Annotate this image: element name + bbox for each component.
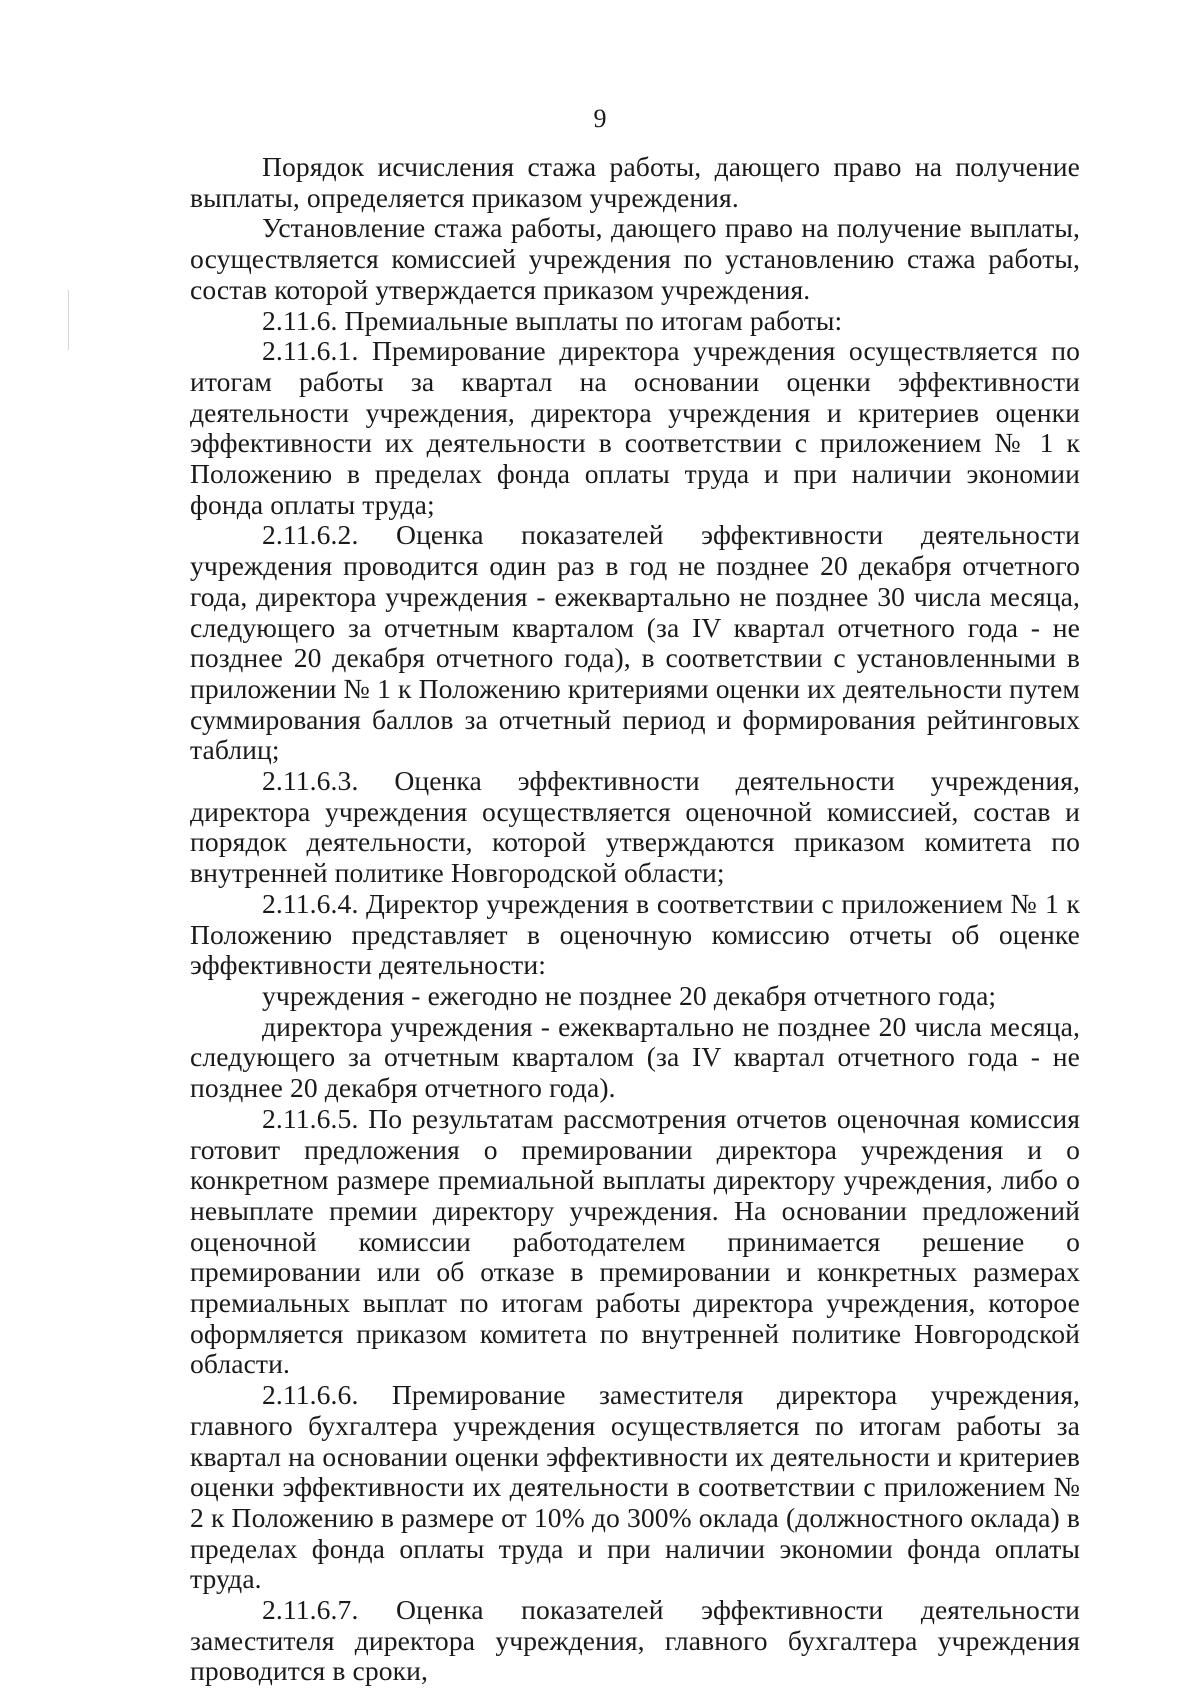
paragraph-2-11-6-5: 2.11.6.5. По результатам рассмотрения отчетов оценочная комиссия готовит предложения о премировании директора учреждения и о конкретном размере премиальной выплаты директору учреждения, либо о невыплате премии директору учреждения. На основании предложений оценочной комиссии работодателем принимается решение о премировании или об отказе в премировании и конкретных размерах премиальных выплат по итогам работы директора учреждения, которое оформляется приказом комитета по внутренней политике Новгородской области. bbox=[190, 1102, 1080, 1380]
paragraph-2-11-6-4: 2.11.6.4. Директор учреждения в соответствии с приложением № 1 к Положению представляет в оценочную комиссию отчеты об оценке эффективности деятельности: bbox=[190, 887, 1080, 981]
paragraph-seniority-commission: Установление стажа работы, дающего право на получение выплаты, осуществляется комиссией учреждения по установлению стажа работы, состав которой утверждается приказом учреждения. bbox=[190, 212, 1080, 305]
paragraph-2-11-6-3: 2.11.6.3. Оценка эффективности деятельности учреждения, директора учреждения осуществляется оценочной комиссией, состав и порядок деятельности, которой утверждаются приказом комитета по внутренней политике Новгородской области; bbox=[190, 765, 1080, 889]
paragraph-2-11-6-7: 2.11.6.7. Оценка показателей эффективности деятельности заместителя директора учреждения, главного бухгалтера учреждения проводится в сроки, bbox=[190, 1594, 1080, 1687]
paragraph-institution-report: учреждения - ежегодно не позднее 20 декабря отчетного года; bbox=[262, 979, 997, 1011]
paragraph-2-11-6-2: 2.11.6.2. Оценка показателей эффективности деятельности учреждения проводится один раз в год не позднее 20 декабря отчетного года, директора учреждения - ежеквартально не позднее 30 числа месяца, следующего за отчетным кварталом (за IV квартал отчетного года - не позднее 20 декабря отчетного года), в соответствии с установленными в приложении № 1 к Положению критериями оценки их деятельности путем суммирования баллов за отчетный период и формирования рейтинговых таблиц; bbox=[190, 519, 1080, 766]
paragraph-director-report: директора учреждения - ежеквартально не позднее 20 числа месяца, следующего за отчетным кварталом (за IV квартал отчетного года - не позднее 20 декабря отчетного года). bbox=[190, 1010, 1080, 1104]
scan-artifact-line bbox=[68, 290, 69, 350]
document-body bbox=[190, 152, 1080, 1687]
paragraph-2-11-6-6: 2.11.6.6. Премирование заместителя директора учреждения, главного бухгалтера учреждения осуществляется по итогам работы за квартал на основании оценки эффективности их деятельности и критериев оценки эффективности их деятельности в соответствии с приложением № 2 к Положению в размере от 10% до 300% оклада (должностного оклада) в пределах фонда оплаты труда и при наличии экономии фонда оплаты труда. bbox=[190, 1379, 1080, 1595]
paragraph-seniority-calculation: Порядок исчисления стажа работы, дающего право на получение выплаты, определяется приказом учреждения. bbox=[190, 151, 1080, 213]
paragraph-2-11-6-1: 2.11.6.1. Премирование директора учреждения осуществляется по итогам работы за квартал на основании оценки эффективности деятельности учреждения, директора учреждения и критериев оценки эффективности их деятельности в соответствии с приложением № 1 к Положению в пределах фонда оплаты труда и при наличии экономии фонда оплаты труда; bbox=[190, 335, 1080, 520]
paragraph-2-11-6-heading: 2.11.6. Премиальные выплаты по итогам работы: bbox=[262, 304, 843, 336]
page-number: 9 bbox=[593, 104, 607, 133]
